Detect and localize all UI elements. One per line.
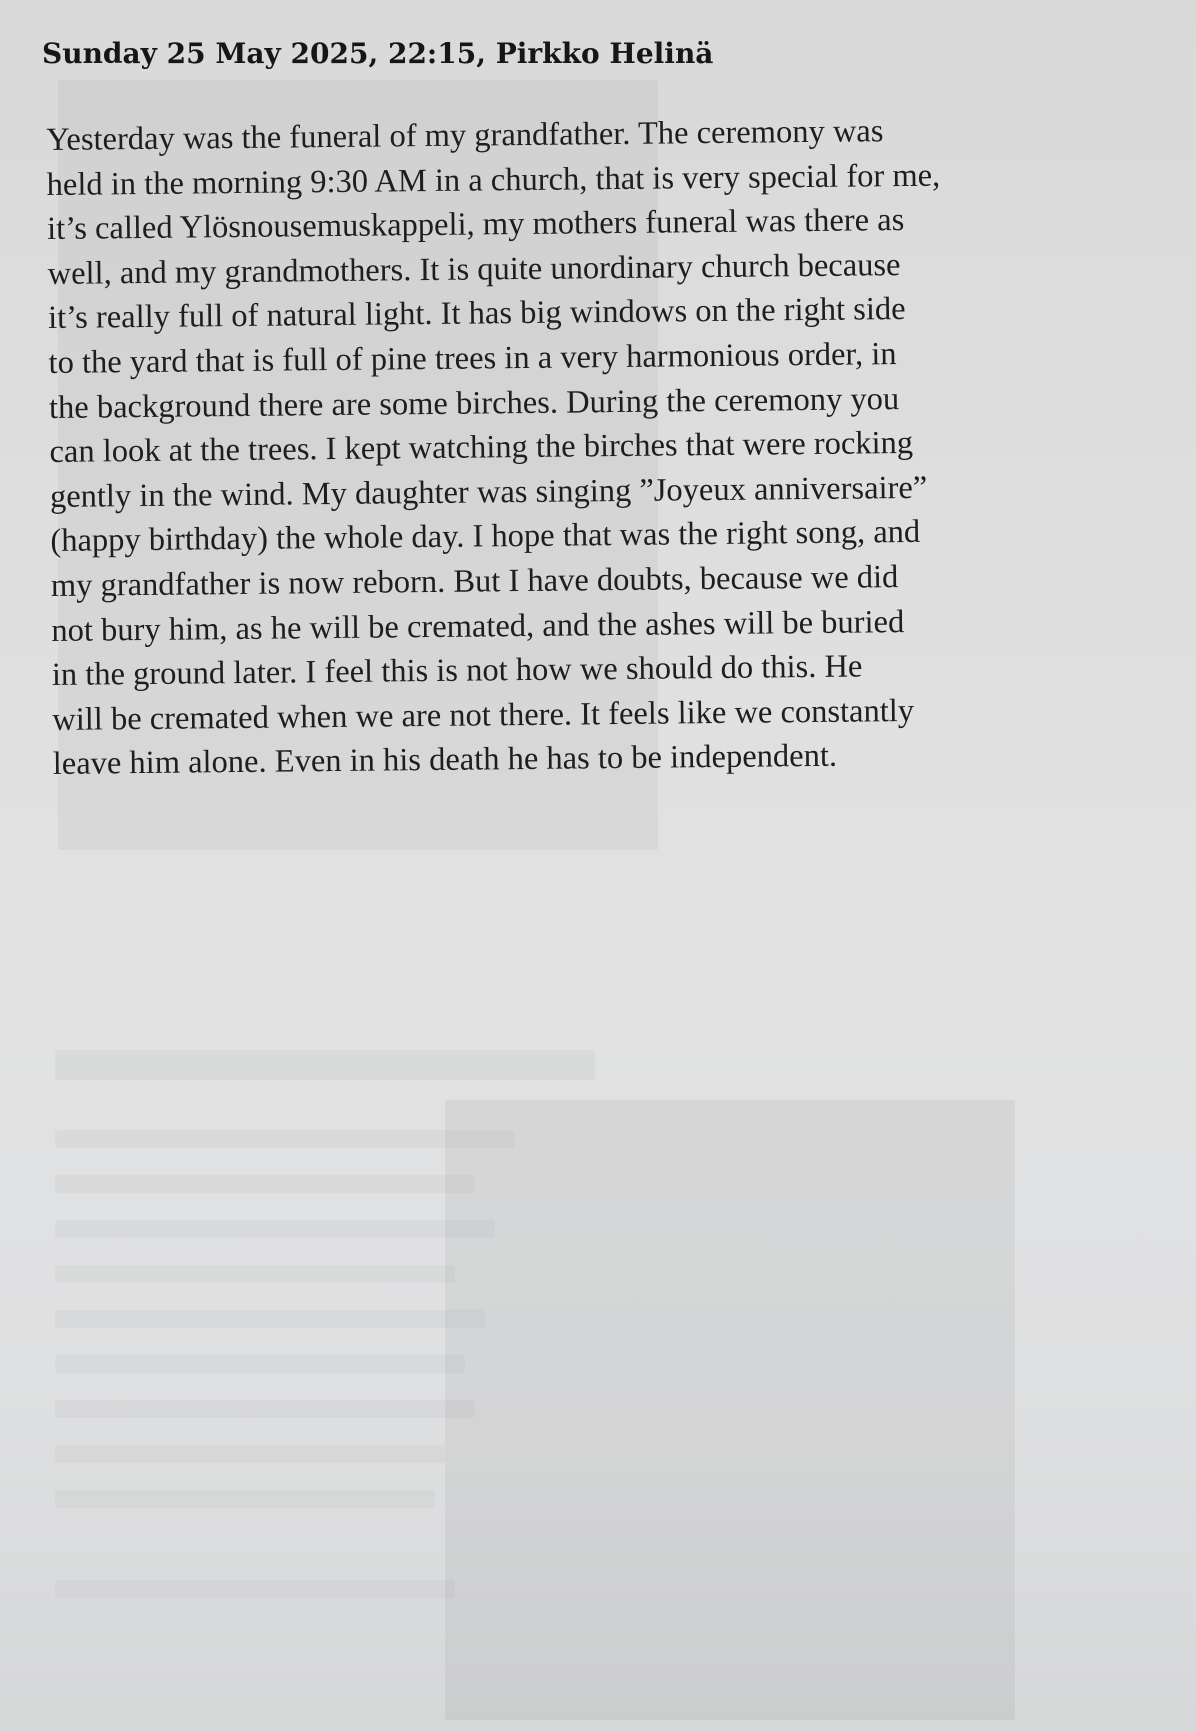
bleed-through-line — [55, 1580, 455, 1598]
bleed-through-photo-bottom — [445, 1100, 1015, 1720]
body-line: can look at the trees. I kept watching the birches that were rocking — [49, 425, 914, 471]
body-line: it’s really full of natural light. It has big windows on the right side — [47, 291, 906, 337]
body-line: it’s called Ylösnousemuskappeli, my mothers funeral was there as — [46, 202, 905, 248]
bleed-through-line — [55, 1310, 485, 1328]
body-line: Yesterday was the funeral of my grandfather. The ceremony was — [46, 113, 884, 158]
body-line: will be cremated when we are not there. It feels like we constantly — [52, 692, 915, 738]
bleed-through-line — [55, 1400, 475, 1418]
body-line: to the yard that is full of pine trees in a very harmonious order, in — [48, 336, 897, 381]
entry-body — [46, 106, 1183, 787]
bleed-through-line — [55, 1445, 445, 1463]
body-line: held in the morning 9:30 AM in a church, that is very special for me, — [46, 157, 941, 203]
body-line: well, and my grandmothers. It is quite unordinary church because — [47, 246, 901, 292]
body-line: my grandfather is now reborn. But I have doubts, because we did — [50, 559, 899, 604]
body-line: leave him alone. Even in his death he has to be independent. — [52, 738, 838, 783]
body-line: the background there are some birches. During the ceremony you — [48, 380, 900, 426]
body-line: in the ground later. I feel this is not how we should do this. He — [51, 648, 863, 694]
bleed-through-line — [55, 1175, 475, 1193]
bleed-through-heading — [55, 1050, 595, 1080]
bleed-through-line — [55, 1265, 455, 1283]
body-line: (happy birthday) the whole day. I hope that was the right song, and — [50, 514, 921, 560]
entry-heading: Sunday 25 May 2025, 22:15, Pirkko Helinä — [42, 37, 714, 70]
body-line: not bury him, as he will be cremated, and the ashes will be buried — [51, 603, 905, 649]
body-line: gently in the wind. My daughter was singing ”Joyeux anniversaire” — [49, 469, 928, 515]
bleed-through-line — [55, 1220, 495, 1238]
bleed-through-line — [55, 1490, 435, 1508]
bleed-through-line — [55, 1355, 465, 1373]
